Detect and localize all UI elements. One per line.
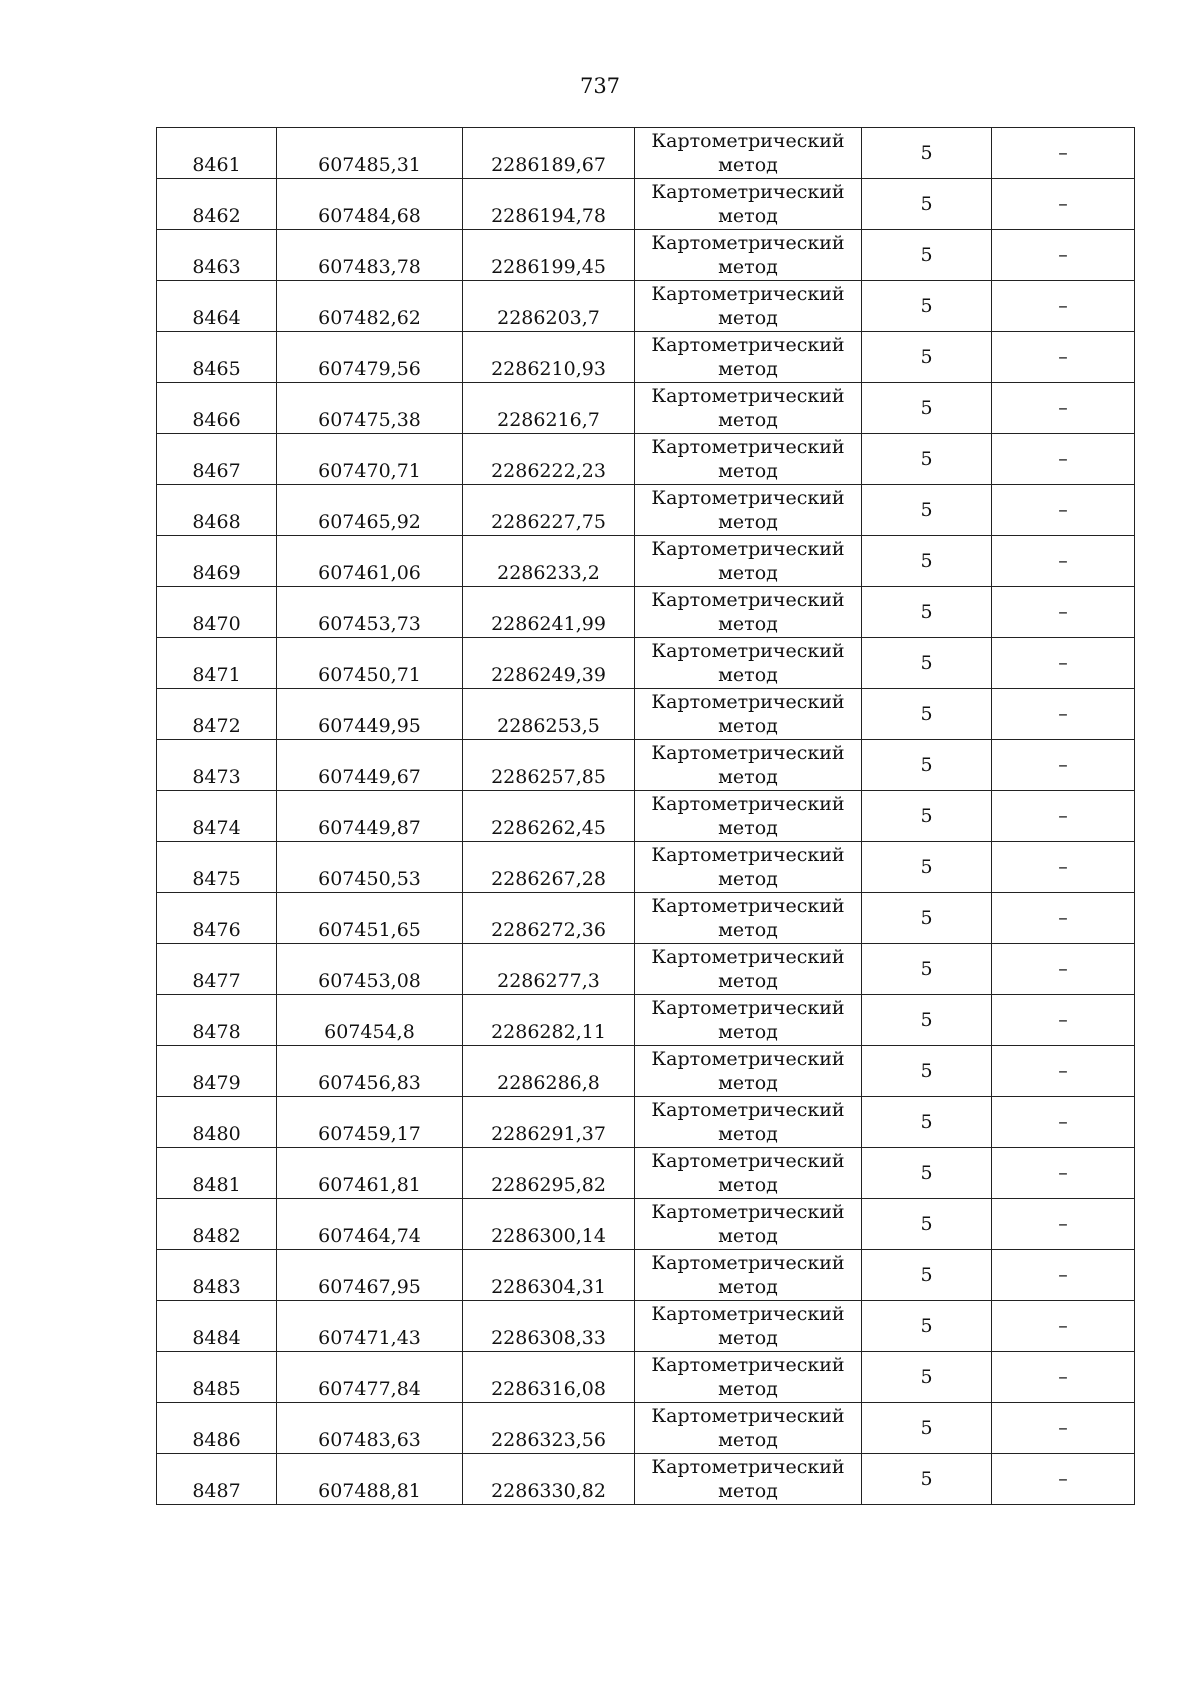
accuracy-cell: 5 — [862, 128, 992, 179]
note-cell: – — [992, 128, 1135, 179]
point-number-cell: 8480 — [157, 1097, 277, 1148]
table-row — [157, 1250, 1135, 1301]
method-line-1: Картометрический — [651, 895, 845, 917]
y-coordinate-cell: 2286282,11 — [463, 995, 635, 1046]
x-coordinate-cell: 607483,78 — [277, 230, 463, 281]
table-row — [157, 1097, 1135, 1148]
accuracy-cell: 5 — [862, 536, 992, 587]
method-cell — [635, 1403, 862, 1454]
point-number-cell: 8465 — [157, 332, 277, 383]
method-line-1: Картометрический — [651, 436, 845, 458]
method-cell — [635, 995, 862, 1046]
table-row — [157, 281, 1135, 332]
table-row — [157, 128, 1135, 179]
method-line-1: Картометрический — [651, 1354, 845, 1376]
point-number-cell: 8461 — [157, 128, 277, 179]
point-number-cell: 8486 — [157, 1403, 277, 1454]
point-number-cell: 8476 — [157, 893, 277, 944]
y-coordinate-cell: 2286241,99 — [463, 587, 635, 638]
point-number-cell: 8479 — [157, 1046, 277, 1097]
method-cell — [635, 230, 862, 281]
method-line-2: метод — [718, 664, 778, 686]
accuracy-cell: 5 — [862, 893, 992, 944]
method-cell — [635, 1148, 862, 1199]
method-line-1: Картометрический — [651, 844, 845, 866]
method-cell — [635, 1046, 862, 1097]
method-line-1: Картометрический — [651, 1456, 845, 1478]
method-line-1: Картометрический — [651, 283, 845, 305]
x-coordinate-cell: 607488,81 — [277, 1454, 463, 1505]
y-coordinate-cell: 2286308,33 — [463, 1301, 635, 1352]
method-cell — [635, 893, 862, 944]
point-number-cell: 8474 — [157, 791, 277, 842]
accuracy-cell: 5 — [862, 434, 992, 485]
table-row — [157, 485, 1135, 536]
accuracy-cell: 5 — [862, 791, 992, 842]
table-row — [157, 791, 1135, 842]
method-line-1: Картометрический — [651, 1405, 845, 1427]
y-coordinate-cell: 2286291,37 — [463, 1097, 635, 1148]
method-line-2: метод — [718, 919, 778, 941]
y-coordinate-cell: 2286253,5 — [463, 689, 635, 740]
point-number-cell: 8472 — [157, 689, 277, 740]
x-coordinate-cell: 607454,8 — [277, 995, 463, 1046]
method-line-1: Картометрический — [651, 1099, 845, 1121]
page-number: 737 — [579, 74, 621, 98]
y-coordinate-cell: 2286233,2 — [463, 536, 635, 587]
y-coordinate-cell: 2286330,82 — [463, 1454, 635, 1505]
note-cell: – — [992, 944, 1135, 995]
method-line-1: Картометрический — [651, 334, 845, 356]
method-line-2: метод — [718, 307, 778, 329]
method-line-2: метод — [718, 1378, 778, 1400]
method-line-2: метод — [718, 868, 778, 890]
table-row — [157, 230, 1135, 281]
method-cell — [635, 1352, 862, 1403]
method-line-2: метод — [718, 817, 778, 839]
point-number-cell: 8462 — [157, 179, 277, 230]
note-cell: – — [992, 842, 1135, 893]
accuracy-cell: 5 — [862, 1454, 992, 1505]
method-line-2: метод — [718, 766, 778, 788]
method-line-1: Картометрический — [651, 640, 845, 662]
table-row — [157, 944, 1135, 995]
method-line-2: метод — [718, 205, 778, 227]
note-cell: – — [992, 740, 1135, 791]
method-line-2: метод — [718, 1021, 778, 1043]
method-line-1: Картометрический — [651, 232, 845, 254]
point-number-cell: 8478 — [157, 995, 277, 1046]
table-row — [157, 842, 1135, 893]
method-cell — [635, 1097, 862, 1148]
note-cell: – — [992, 995, 1135, 1046]
y-coordinate-cell: 2286323,56 — [463, 1403, 635, 1454]
method-line-2: метод — [718, 613, 778, 635]
note-cell: – — [992, 638, 1135, 689]
coordinates-table — [156, 127, 1135, 1505]
table-row — [157, 1301, 1135, 1352]
point-number-cell: 8477 — [157, 944, 277, 995]
accuracy-cell: 5 — [862, 638, 992, 689]
method-line-1: Картометрический — [651, 691, 845, 713]
accuracy-cell: 5 — [862, 230, 992, 281]
accuracy-cell: 5 — [862, 995, 992, 1046]
accuracy-cell: 5 — [862, 1250, 992, 1301]
y-coordinate-cell: 2286227,75 — [463, 485, 635, 536]
method-cell — [635, 1301, 862, 1352]
y-coordinate-cell: 2286203,7 — [463, 281, 635, 332]
table-row — [157, 689, 1135, 740]
method-cell — [635, 485, 862, 536]
table-row — [157, 332, 1135, 383]
method-line-1: Картометрический — [651, 385, 845, 407]
note-cell: – — [992, 893, 1135, 944]
note-cell: – — [992, 332, 1135, 383]
method-cell — [635, 791, 862, 842]
note-cell: – — [992, 1352, 1135, 1403]
method-line-1: Картометрический — [651, 487, 845, 509]
y-coordinate-cell: 2286316,08 — [463, 1352, 635, 1403]
accuracy-cell: 5 — [862, 281, 992, 332]
x-coordinate-cell: 607471,43 — [277, 1301, 463, 1352]
y-coordinate-cell: 2286272,36 — [463, 893, 635, 944]
note-cell: – — [992, 383, 1135, 434]
y-coordinate-cell: 2286300,14 — [463, 1199, 635, 1250]
accuracy-cell: 5 — [862, 332, 992, 383]
note-cell: – — [992, 1199, 1135, 1250]
method-line-1: Картометрический — [651, 538, 845, 560]
table-row — [157, 434, 1135, 485]
method-line-2: метод — [718, 1480, 778, 1502]
accuracy-cell: 5 — [862, 689, 992, 740]
method-cell — [635, 944, 862, 995]
method-line-2: метод — [718, 460, 778, 482]
table-row — [157, 383, 1135, 434]
table-row — [157, 1148, 1135, 1199]
accuracy-cell: 5 — [862, 1046, 992, 1097]
x-coordinate-cell: 607477,84 — [277, 1352, 463, 1403]
note-cell: – — [992, 587, 1135, 638]
accuracy-cell: 5 — [862, 383, 992, 434]
method-cell — [635, 383, 862, 434]
table-row — [157, 536, 1135, 587]
method-line-2: метод — [718, 1429, 778, 1451]
point-number-cell: 8468 — [157, 485, 277, 536]
x-coordinate-cell: 607449,95 — [277, 689, 463, 740]
y-coordinate-cell: 2286199,45 — [463, 230, 635, 281]
note-cell: – — [992, 1148, 1135, 1199]
point-number-cell: 8481 — [157, 1148, 277, 1199]
table-row — [157, 1046, 1135, 1097]
accuracy-cell: 5 — [862, 740, 992, 791]
x-coordinate-cell: 607451,65 — [277, 893, 463, 944]
method-line-2: метод — [718, 256, 778, 278]
x-coordinate-cell: 607453,73 — [277, 587, 463, 638]
x-coordinate-cell: 607484,68 — [277, 179, 463, 230]
y-coordinate-cell: 2286257,85 — [463, 740, 635, 791]
y-coordinate-cell: 2286194,78 — [463, 179, 635, 230]
accuracy-cell: 5 — [862, 1097, 992, 1148]
x-coordinate-cell: 607461,81 — [277, 1148, 463, 1199]
method-line-1: Картометрический — [651, 1150, 845, 1172]
table-row — [157, 740, 1135, 791]
table-row — [157, 1199, 1135, 1250]
x-coordinate-cell: 607461,06 — [277, 536, 463, 587]
point-number-cell: 8485 — [157, 1352, 277, 1403]
method-cell — [635, 179, 862, 230]
point-number-cell: 8471 — [157, 638, 277, 689]
y-coordinate-cell: 2286216,7 — [463, 383, 635, 434]
method-line-1: Картометрический — [651, 946, 845, 968]
point-number-cell: 8482 — [157, 1199, 277, 1250]
method-line-1: Картометрический — [651, 1303, 845, 1325]
x-coordinate-cell: 607459,17 — [277, 1097, 463, 1148]
method-cell — [635, 332, 862, 383]
x-coordinate-cell: 607475,38 — [277, 383, 463, 434]
point-number-cell: 8470 — [157, 587, 277, 638]
note-cell: – — [992, 536, 1135, 587]
method-cell — [635, 842, 862, 893]
method-cell — [635, 434, 862, 485]
table-row — [157, 893, 1135, 944]
note-cell: – — [992, 230, 1135, 281]
method-line-2: метод — [718, 1174, 778, 1196]
table-row — [157, 179, 1135, 230]
accuracy-cell: 5 — [862, 1199, 992, 1250]
table-row — [157, 1403, 1135, 1454]
method-line-2: метод — [718, 562, 778, 584]
method-cell — [635, 1250, 862, 1301]
method-line-2: метод — [718, 970, 778, 992]
method-cell — [635, 281, 862, 332]
point-number-cell: 8467 — [157, 434, 277, 485]
table-row — [157, 1454, 1135, 1505]
point-number-cell: 8466 — [157, 383, 277, 434]
x-coordinate-cell: 607482,62 — [277, 281, 463, 332]
point-number-cell: 8464 — [157, 281, 277, 332]
method-line-2: метод — [718, 715, 778, 737]
point-number-cell: 8484 — [157, 1301, 277, 1352]
y-coordinate-cell: 2286286,8 — [463, 1046, 635, 1097]
y-coordinate-cell: 2286189,67 — [463, 128, 635, 179]
x-coordinate-cell: 607479,56 — [277, 332, 463, 383]
method-line-2: метод — [718, 511, 778, 533]
note-cell: – — [992, 434, 1135, 485]
accuracy-cell: 5 — [862, 1352, 992, 1403]
method-line-1: Картометрический — [651, 1048, 845, 1070]
y-coordinate-cell: 2286210,93 — [463, 332, 635, 383]
table-row — [157, 1352, 1135, 1403]
x-coordinate-cell: 607467,95 — [277, 1250, 463, 1301]
method-cell — [635, 128, 862, 179]
point-number-cell: 8463 — [157, 230, 277, 281]
method-line-2: метод — [718, 1327, 778, 1349]
x-coordinate-cell: 607483,63 — [277, 1403, 463, 1454]
y-coordinate-cell: 2286222,23 — [463, 434, 635, 485]
y-coordinate-cell: 2286249,39 — [463, 638, 635, 689]
x-coordinate-cell: 607449,67 — [277, 740, 463, 791]
point-number-cell: 8487 — [157, 1454, 277, 1505]
table-row — [157, 995, 1135, 1046]
method-line-1: Картометрический — [651, 793, 845, 815]
accuracy-cell: 5 — [862, 842, 992, 893]
method-cell — [635, 536, 862, 587]
method-line-1: Картометрический — [651, 1201, 845, 1223]
x-coordinate-cell: 607465,92 — [277, 485, 463, 536]
accuracy-cell: 5 — [862, 179, 992, 230]
method-line-2: метод — [718, 1072, 778, 1094]
y-coordinate-cell: 2286304,31 — [463, 1250, 635, 1301]
method-cell — [635, 587, 862, 638]
method-line-2: метод — [718, 154, 778, 176]
method-line-2: метод — [718, 1123, 778, 1145]
method-line-2: метод — [718, 1225, 778, 1247]
accuracy-cell: 5 — [862, 944, 992, 995]
note-cell: – — [992, 791, 1135, 842]
x-coordinate-cell: 607485,31 — [277, 128, 463, 179]
method-line-1: Картометрический — [651, 589, 845, 611]
method-cell — [635, 1454, 862, 1505]
note-cell: – — [992, 1097, 1135, 1148]
note-cell: – — [992, 1046, 1135, 1097]
note-cell: – — [992, 485, 1135, 536]
x-coordinate-cell: 607449,87 — [277, 791, 463, 842]
point-number-cell: 8469 — [157, 536, 277, 587]
accuracy-cell: 5 — [862, 1148, 992, 1199]
y-coordinate-cell: 2286277,3 — [463, 944, 635, 995]
x-coordinate-cell: 607470,71 — [277, 434, 463, 485]
x-coordinate-cell: 607450,71 — [277, 638, 463, 689]
note-cell: – — [992, 1403, 1135, 1454]
method-line-2: метод — [718, 1276, 778, 1298]
accuracy-cell: 5 — [862, 1403, 992, 1454]
method-line-1: Картометрический — [651, 742, 845, 764]
y-coordinate-cell: 2286267,28 — [463, 842, 635, 893]
method-line-1: Картометрический — [651, 130, 845, 152]
note-cell: – — [992, 1454, 1135, 1505]
point-number-cell: 8473 — [157, 740, 277, 791]
y-coordinate-cell: 2286262,45 — [463, 791, 635, 842]
note-cell: – — [992, 1301, 1135, 1352]
coordinates-table-body — [157, 128, 1135, 1505]
note-cell: – — [992, 179, 1135, 230]
point-number-cell: 8483 — [157, 1250, 277, 1301]
method-cell — [635, 689, 862, 740]
method-line-1: Картометрический — [651, 181, 845, 203]
method-cell — [635, 740, 862, 791]
note-cell: – — [992, 689, 1135, 740]
method-cell — [635, 638, 862, 689]
note-cell: – — [992, 1250, 1135, 1301]
accuracy-cell: 5 — [862, 1301, 992, 1352]
table-row — [157, 587, 1135, 638]
accuracy-cell: 5 — [862, 587, 992, 638]
table-row — [157, 638, 1135, 689]
method-cell — [635, 1199, 862, 1250]
method-line-2: метод — [718, 409, 778, 431]
x-coordinate-cell: 607456,83 — [277, 1046, 463, 1097]
x-coordinate-cell: 607450,53 — [277, 842, 463, 893]
point-number-cell: 8475 — [157, 842, 277, 893]
x-coordinate-cell: 607453,08 — [277, 944, 463, 995]
note-cell: – — [992, 281, 1135, 332]
method-line-2: метод — [718, 358, 778, 380]
x-coordinate-cell: 607464,74 — [277, 1199, 463, 1250]
method-line-1: Картометрический — [651, 1252, 845, 1274]
method-line-1: Картометрический — [651, 997, 845, 1019]
y-coordinate-cell: 2286295,82 — [463, 1148, 635, 1199]
accuracy-cell: 5 — [862, 485, 992, 536]
